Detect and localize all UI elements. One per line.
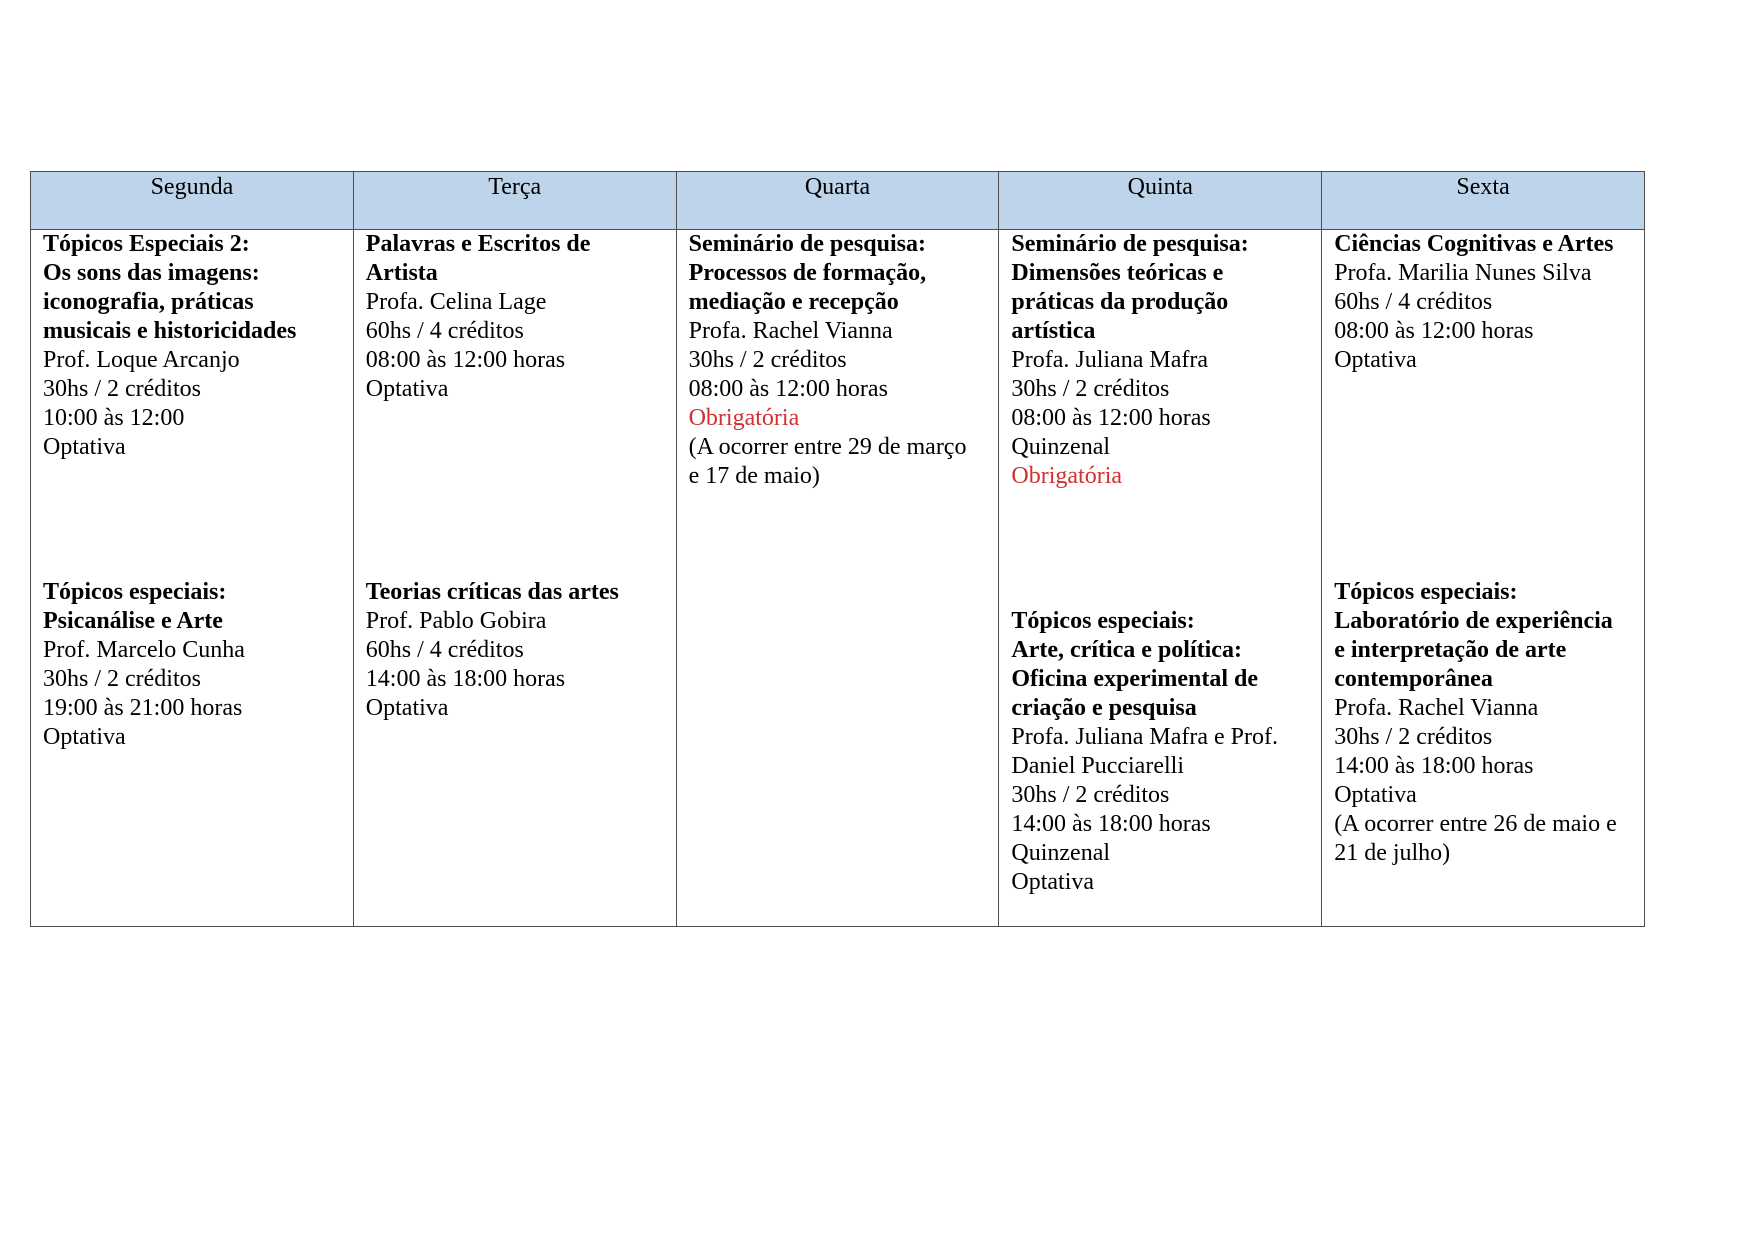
course-type-required: Obrigatória	[1011, 463, 1123, 489]
course-title: Tópicos especiais:	[43, 579, 227, 605]
course-title: Psicanálise e Arte	[43, 608, 223, 634]
course-title: Dimensões teóricas e	[1011, 260, 1224, 286]
course-block	[1011, 230, 1315, 491]
course-block	[1011, 607, 1315, 897]
cell-sexta	[1322, 230, 1645, 927]
course-block	[43, 578, 347, 752]
course-frequency: Quinzenal	[1011, 840, 1111, 866]
course-block	[43, 230, 347, 462]
course-note: e 17 de maio)	[688, 463, 820, 489]
course-professor: Prof. Marcelo Cunha	[43, 637, 245, 663]
course-block	[1334, 578, 1638, 868]
course-time: 19:00 às 21:00 horas	[43, 695, 243, 721]
course-time: 08:00 às 12:00 horas	[688, 376, 888, 402]
body-row	[31, 230, 1645, 927]
course-title: artística	[1011, 318, 1096, 344]
course-time: 14:00 às 18:00 horas	[365, 666, 566, 692]
cell-terca	[353, 230, 676, 927]
header-quarta: Quarta	[676, 172, 999, 230]
course-professor: Prof. Loque Arcanjo	[43, 347, 240, 373]
course-block	[689, 230, 993, 491]
schedule-table	[30, 171, 1645, 927]
course-credits: 30hs / 2 créditos	[1334, 724, 1493, 750]
header-sexta: Sexta	[1322, 172, 1645, 230]
course-type-required: Obrigatória	[688, 405, 800, 431]
course-type: Optativa	[1334, 782, 1417, 808]
course-title: Artista	[365, 260, 438, 286]
course-credits: 30hs / 2 créditos	[43, 376, 201, 402]
course-professor: Prof. Pablo Gobira	[365, 608, 547, 634]
course-title: Tópicos especiais:	[1334, 579, 1518, 605]
course-type: Optativa	[43, 724, 126, 750]
course-type: Optativa	[1011, 869, 1095, 895]
course-type: Optativa	[365, 695, 449, 721]
course-title: Seminário de pesquisa:	[1011, 231, 1249, 257]
course-title: Processos de formação,	[688, 260, 927, 286]
course-credits: 60hs / 4 créditos	[1334, 289, 1493, 315]
course-title: Os sons das imagens:	[43, 260, 260, 286]
course-credits: 30hs / 2 créditos	[43, 666, 201, 692]
course-title: Seminário de pesquisa:	[688, 231, 926, 257]
course-title: Palavras e Escritos de	[365, 231, 591, 257]
course-professor: Profa. Rachel Vianna	[688, 318, 893, 344]
course-title: Oficina experimental de	[1011, 666, 1259, 692]
header-row	[31, 172, 1645, 230]
course-frequency: Quinzenal	[1011, 434, 1111, 460]
course-title: Arte, crítica e política:	[1011, 637, 1242, 663]
course-professor: Profa. Juliana Mafra	[1011, 347, 1208, 373]
course-time: 14:00 às 18:00 horas	[1011, 811, 1211, 837]
course-professor: Profa. Rachel Vianna	[1334, 695, 1539, 721]
course-professor: Profa. Celina Lage	[365, 289, 547, 315]
course-title: Teorias críticas das artes	[365, 579, 619, 605]
course-title: práticas da produção	[1011, 289, 1229, 315]
course-credits: 30hs / 2 créditos	[688, 347, 847, 373]
course-credits: 60hs / 4 créditos	[365, 637, 524, 663]
course-title: criação e pesquisa	[1011, 695, 1197, 721]
header-segunda: Segunda	[31, 172, 354, 230]
course-title: Tópicos Especiais 2:	[43, 231, 250, 257]
cell-quarta	[676, 230, 999, 927]
course-block	[366, 230, 670, 404]
course-title: Ciências Cognitivas e Artes	[1334, 231, 1614, 257]
course-title: mediação e recepção	[688, 289, 899, 315]
header-quinta: Quinta	[999, 172, 1322, 230]
course-credits: 30hs / 2 créditos	[1011, 376, 1170, 402]
course-type: Optativa	[365, 376, 449, 402]
course-time: 10:00 às 12:00	[43, 405, 185, 431]
course-time: 08:00 às 12:00 horas	[1011, 405, 1211, 431]
cell-quinta	[999, 230, 1322, 927]
course-title: Laboratório de experiência	[1334, 608, 1613, 634]
course-time: 14:00 às 18:00 horas	[1334, 753, 1534, 779]
course-note: 21 de julho)	[1334, 840, 1451, 866]
course-note: (A ocorrer entre 29 de março	[688, 434, 967, 460]
course-title: Tópicos especiais:	[1011, 608, 1195, 634]
header-terca: Terça	[353, 172, 676, 230]
course-professor: Daniel Pucciarelli	[1011, 753, 1184, 779]
course-type: Optativa	[1334, 347, 1417, 373]
course-credits: 60hs / 4 créditos	[365, 318, 524, 344]
course-professor: Profa. Marilia Nunes Silva	[1334, 260, 1592, 286]
cell-segunda	[31, 230, 354, 927]
course-title: musicais e historicidades	[43, 318, 297, 344]
course-block	[366, 578, 670, 723]
course-type: Optativa	[43, 434, 126, 460]
course-block	[1334, 230, 1638, 375]
course-time: 08:00 às 12:00 horas	[365, 347, 566, 373]
course-time: 08:00 às 12:00 horas	[1334, 318, 1534, 344]
course-title: iconografia, práticas	[43, 289, 254, 315]
course-credits: 30hs / 2 créditos	[1011, 782, 1170, 808]
course-professor: Profa. Juliana Mafra e Prof.	[1011, 724, 1278, 750]
course-title: e interpretação de arte	[1334, 637, 1567, 663]
course-title: contemporânea	[1334, 666, 1493, 692]
course-note: (A ocorrer entre 26 de maio e	[1334, 811, 1617, 837]
